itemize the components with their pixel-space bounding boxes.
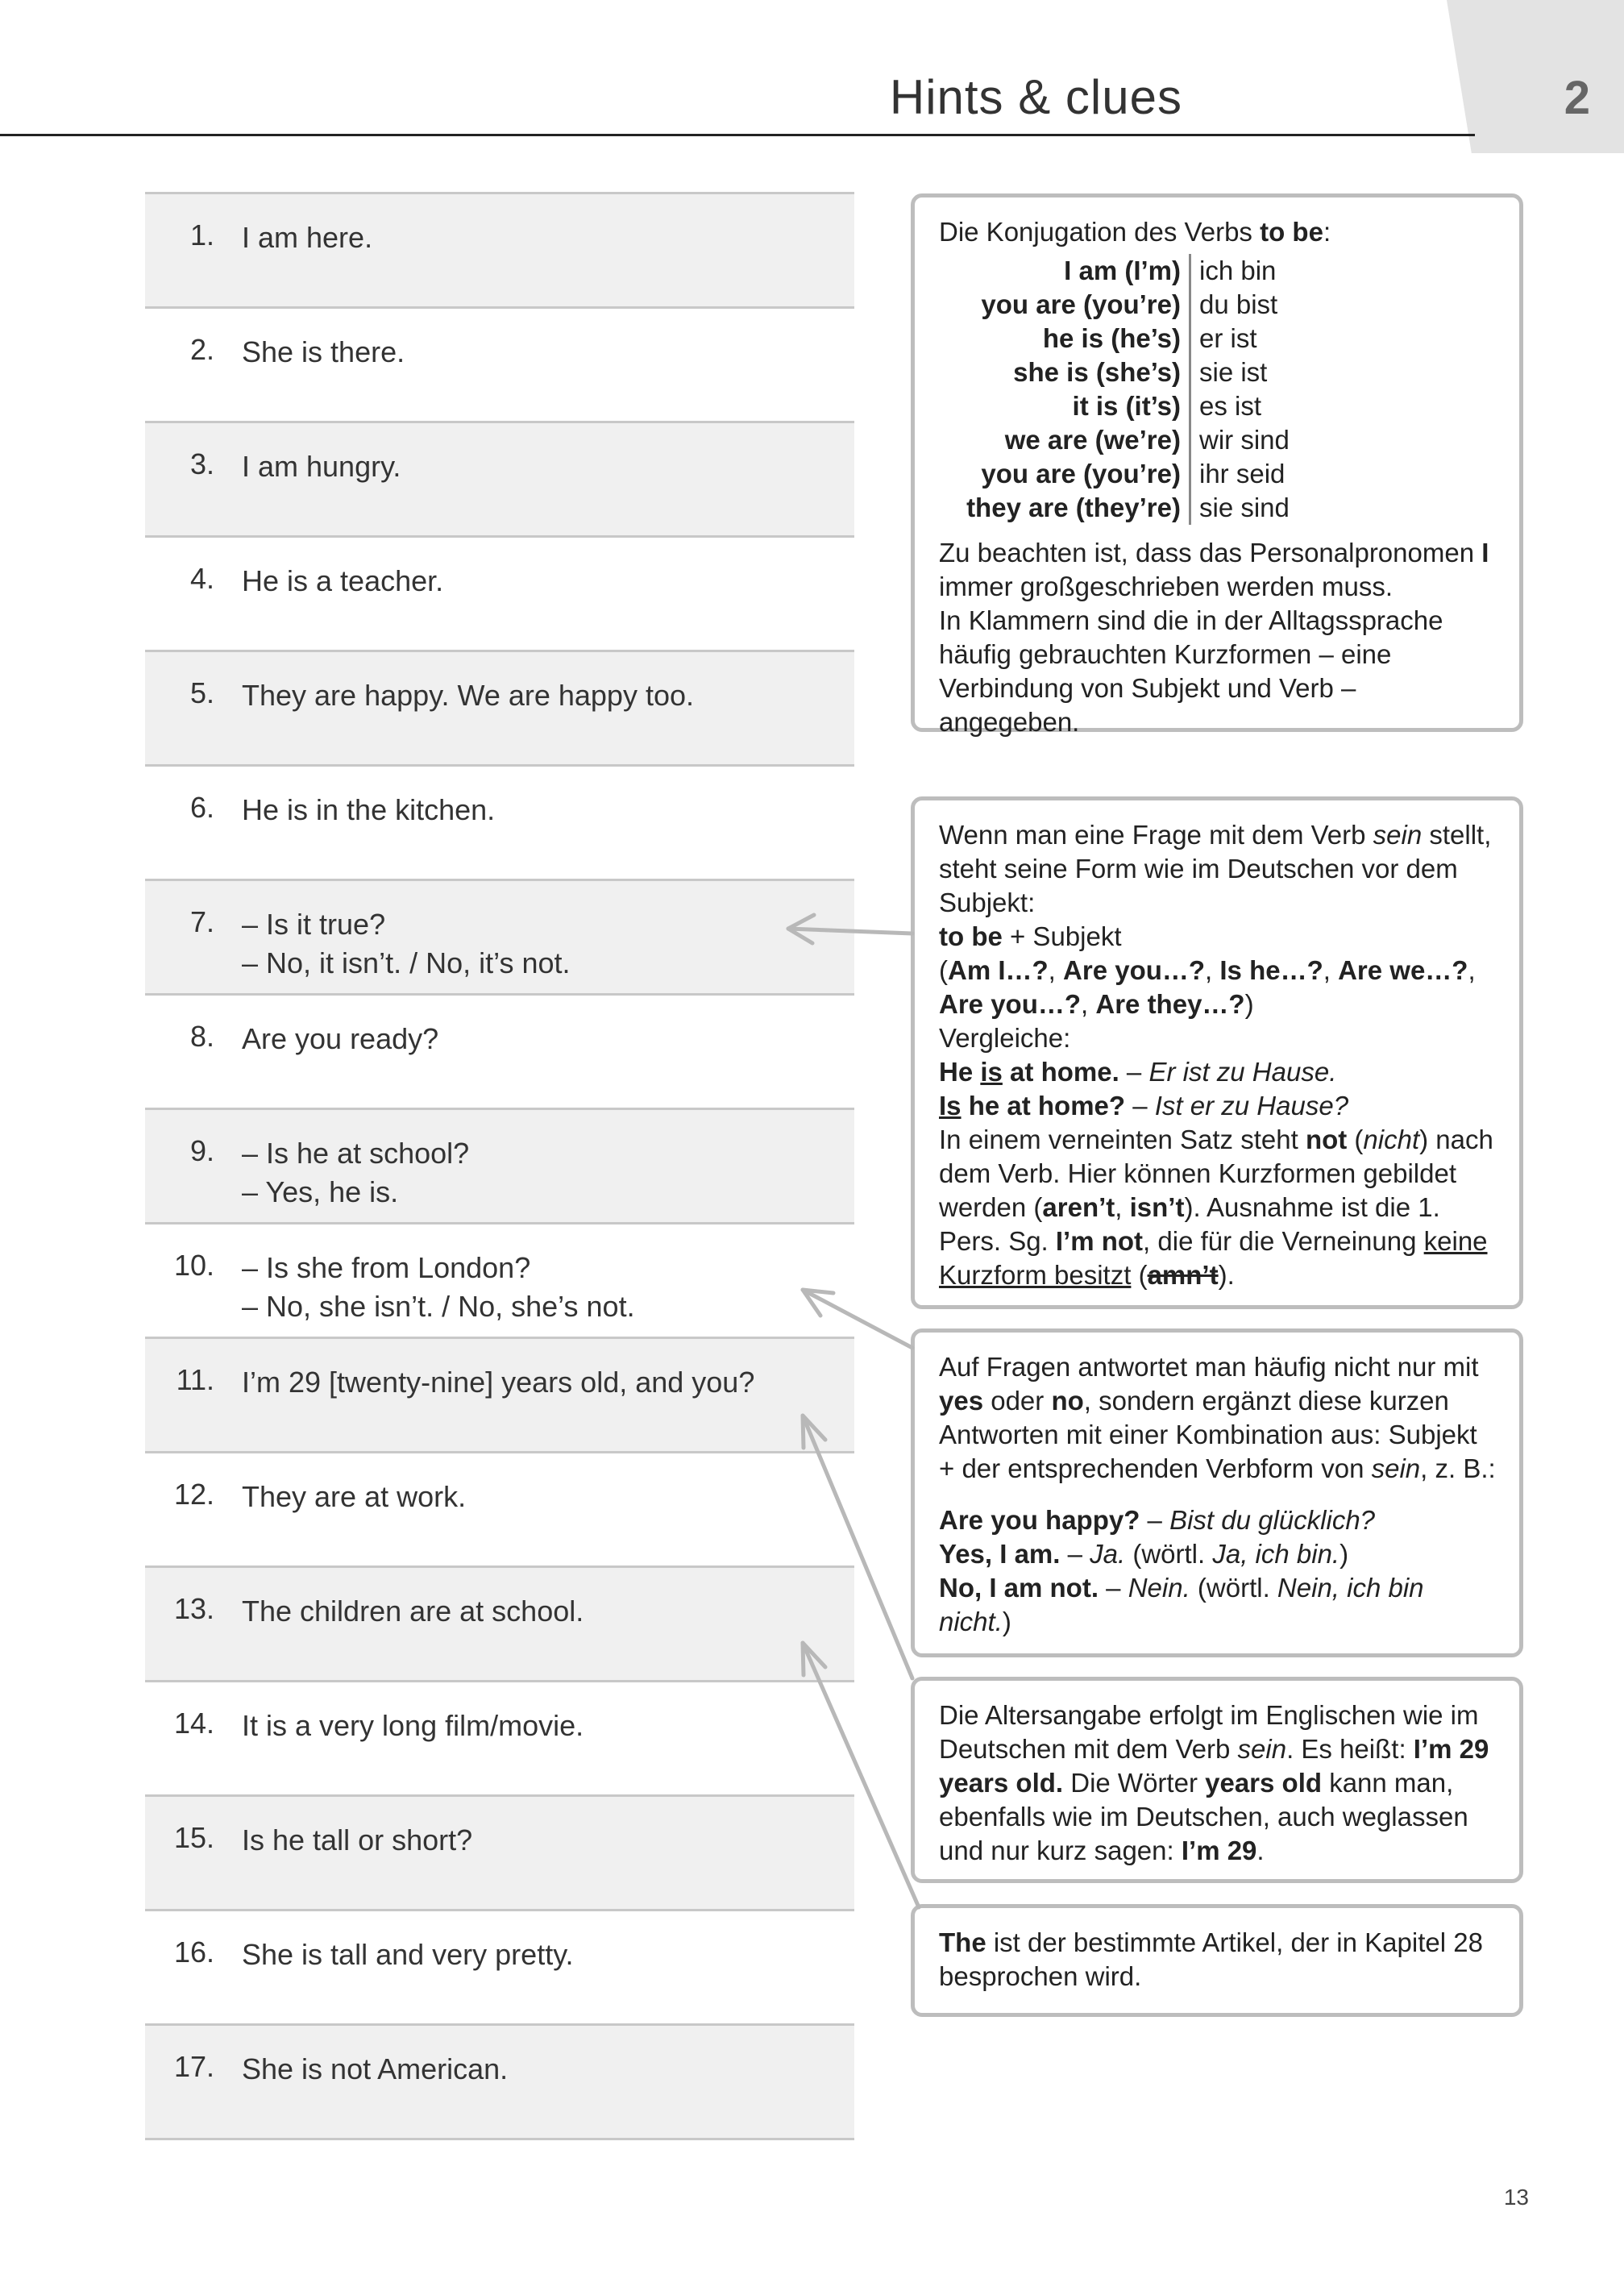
hint-text: – (1099, 1573, 1128, 1603)
hint-italic: Nein. (1128, 1573, 1190, 1603)
hint-text: , sondern ergänzt diese kurzen Antworten mit einer Kombination aus: Subjekt + der entsprechenden Verbform von (939, 1386, 1477, 1483)
item-number: 7. (189, 905, 214, 938)
conjugation-german: ich bin (1199, 256, 1277, 285)
conjugation-english: it is (it’s) (939, 389, 1191, 423)
hint-text: ( (1347, 1125, 1364, 1154)
hint-bold: years old (1205, 1768, 1323, 1798)
item-text: Is he tall or short? (242, 1823, 473, 1856)
item-number: 13. (173, 1592, 214, 1625)
item-text: I am hungry. (242, 450, 401, 483)
item-number: 4. (189, 562, 214, 595)
hint-bold: is (980, 1057, 1003, 1087)
hint-paragraph: Vergleiche: (939, 1023, 1071, 1053)
hint-text: ). Ausnahme ist die 1. Pers. Sg. (939, 1192, 1440, 1256)
item-number: 14. (173, 1707, 214, 1740)
hint-text: ). (1218, 1260, 1235, 1290)
hint-text: , (1323, 955, 1339, 985)
hint-bold: Am I…? (948, 955, 1049, 985)
hint-bold: at home. (1002, 1057, 1119, 1087)
item-text: She is not American. (242, 2052, 509, 2085)
item-number: 1. (189, 218, 214, 252)
hint-text: oder (983, 1386, 1052, 1416)
hint-bold: He (939, 1057, 981, 1087)
hint-italic: Nein, ich bin nicht. (939, 1573, 1424, 1636)
conjugation-english: she is (she’s) (939, 356, 1191, 389)
item-text: She is there. (242, 335, 405, 368)
item-number: 6. (189, 791, 214, 824)
hint-bold: no (1051, 1386, 1084, 1416)
hint-bold: No, I am not. (939, 1573, 1099, 1603)
hint-text: Zu beachten ist, dass das Personalpronomen (939, 538, 1482, 568)
hint-bold: not (1305, 1125, 1348, 1154)
item-text: She is tall and very pretty. (242, 1938, 574, 1971)
hint-text: ist der bestimmte Artikel, der in Kapitel 28 besprochen wird. (939, 1927, 1483, 1991)
hint-italic: sein (1371, 1453, 1421, 1483)
hint-bold: I’m 29 (1181, 1836, 1257, 1865)
hint-text: , (1081, 989, 1096, 1019)
hint-text: (wörtl. (1125, 1539, 1213, 1569)
hint-text: . (1256, 1836, 1265, 1865)
hint-bold: Are you happy? (939, 1505, 1140, 1535)
hint-bold: I’m not (1055, 1226, 1144, 1256)
hint-text: – (1125, 1091, 1155, 1121)
hint-text: : (1323, 217, 1331, 247)
hint-text: In einem verneinten Satz steht (939, 1125, 1306, 1154)
hint-bold: aren’t (1042, 1192, 1115, 1222)
hint-italic: Ist er zu Hause? (1154, 1091, 1349, 1121)
item-number: 8. (189, 1020, 214, 1053)
hint-italic: Bist du glücklich? (1169, 1505, 1376, 1535)
hint-bold: The (939, 1927, 986, 1957)
hint-text: , (1048, 955, 1064, 985)
hint-bold: Are they…? (1095, 989, 1245, 1019)
hint-bold: I’m 29 years old. (939, 1734, 1489, 1798)
conjugation-english: you are (you’re) (939, 457, 1191, 491)
item-text: I am here. (242, 221, 373, 254)
conjugation-german: du bist (1199, 289, 1278, 319)
hint-italic: nicht (1363, 1125, 1420, 1154)
item-number: 9. (189, 1134, 214, 1167)
hint-text: – (1140, 1505, 1170, 1535)
arrow-box4-to-item11 (803, 1416, 912, 1678)
hint-text: ) (1339, 1539, 1349, 1569)
item-number: 10. (173, 1249, 214, 1282)
item-line: – Is it true? (242, 908, 386, 941)
hint-text: – (1060, 1539, 1090, 1569)
chapter-number: 2 (1564, 72, 1590, 124)
hint-bold: to be (1260, 217, 1323, 247)
hint-text: stellt, steht seine Form wie im Deutschen vor dem Subjekt: (939, 820, 1492, 917)
hint-text: – (1119, 1057, 1149, 1087)
page-number: 13 (1503, 2185, 1529, 2210)
item-line: – Is she from London? (242, 1251, 531, 1284)
hint-italic: Ja, ich bin. (1212, 1539, 1340, 1569)
conjugation-english: I am (I’m) (939, 254, 1191, 288)
hint-bold: isn’t (1129, 1192, 1185, 1222)
item-line: – Is he at school? (242, 1137, 470, 1170)
item-text: It is a very long film/movie. (242, 1709, 584, 1742)
hint-underline: keine Kurzform besitzt (939, 1226, 1488, 1290)
hint-text: , z. B.: (1420, 1453, 1496, 1483)
conjugation-german: wir sind (1199, 425, 1290, 455)
hint-text: In Klammern sind die in der Alltagssprache häufig gebrauchten Kurzformen – eine Verbindung von Subjekt und Verb – angegeben. (939, 605, 1443, 737)
hint-bold: Is (939, 1091, 962, 1121)
hint-bold: to be (939, 921, 1003, 951)
item-line: – No, it isn’t. / No, it’s not. (242, 946, 571, 979)
hint-text: ) (1002, 1607, 1011, 1636)
hint-text: Die Wörter (1063, 1768, 1206, 1798)
item-text: He is a teacher. (242, 564, 444, 597)
item-number: 11. (176, 1363, 214, 1396)
hint-text: (wörtl. (1190, 1573, 1277, 1603)
item-text: Are you ready? (242, 1022, 439, 1055)
item-text: The children are at school. (242, 1595, 584, 1628)
hint-strikethrough: amn’t (1147, 1260, 1219, 1290)
hint-text: ) (1244, 989, 1254, 1019)
hint-text: , (1115, 1192, 1130, 1222)
hint-italic: sein (1373, 820, 1423, 850)
hint-text: Die Altersangabe erfolgt im Englischen wie im Deutschen mit dem Verb (939, 1700, 1479, 1764)
item-line: – Yes, he is. (242, 1175, 399, 1208)
item-line: – No, she isn’t. / No, she’s not. (242, 1290, 635, 1323)
hint-italic: Er ist zu Hause. (1148, 1057, 1337, 1087)
item-text: He is in the kitchen. (242, 793, 496, 826)
conjugation-german: es ist (1199, 391, 1262, 421)
item-number: 17. (173, 2050, 214, 2083)
item-number: 15. (173, 1821, 214, 1854)
hint-text: + Subjekt (1002, 921, 1122, 951)
conjugation-english: you are (you’re) (939, 288, 1191, 322)
hint-italic: Ja. (1090, 1539, 1126, 1569)
hint-text: ) nach dem Verb. Hier können Kurzformen gebildet werden ( (939, 1125, 1493, 1222)
arrow-box2-to-item7 (788, 915, 912, 943)
item-text: They are happy. We are happy too. (242, 679, 695, 712)
hint-bold: Are we…? (1338, 955, 1468, 985)
conjugation-german: ihr seid (1199, 459, 1285, 489)
hint-text: , die für die Verneinung (1143, 1226, 1424, 1256)
conjugation-english: we are (we’re) (939, 423, 1191, 457)
arrow-box3-to-item10 (803, 1290, 912, 1348)
conjugation-german: sie ist (1199, 357, 1268, 387)
hint-text: , (1468, 955, 1476, 985)
hint-text: ( (939, 955, 948, 985)
conjugation-english: he is (he’s) (939, 322, 1191, 356)
page-title: Hints & clues (889, 70, 1182, 124)
conjugation-german: sie sind (1199, 493, 1290, 522)
hint-text: Wenn man eine Frage mit dem Verb (939, 820, 1373, 850)
hint-text: . Es heißt: (1286, 1734, 1414, 1764)
hint-text: immer großgeschrieben werden muss. (939, 572, 1393, 601)
hint-bold: Are you…? (1063, 955, 1206, 985)
hint-text: kann man, ebenfalls wie im Deutschen, auch weglassen und nur kurz sagen: (939, 1768, 1468, 1865)
hint-text: ( (1131, 1260, 1148, 1290)
item-number: 16. (173, 1936, 214, 1969)
hint-bold: yes (939, 1386, 984, 1416)
item-text: They are at work. (242, 1480, 467, 1513)
item-number: 3. (189, 447, 214, 480)
hint-bold: Are you…? (939, 989, 1082, 1019)
item-text: I’m 29 [twenty-nine] years old, and you? (242, 1366, 755, 1399)
item-number: 5. (189, 676, 214, 709)
arrow-box5-to-item13 (803, 1643, 919, 1907)
hint-bold: I (1481, 538, 1489, 568)
hint-text: , (1205, 955, 1220, 985)
hint-bold: Yes, I am. (939, 1539, 1061, 1569)
item-number: 12. (173, 1478, 214, 1511)
hint-italic: sein (1237, 1734, 1287, 1764)
hint-bold: Is he…? (1219, 955, 1323, 985)
hint-bold: he at home? (961, 1091, 1126, 1121)
hint-text: Auf Fragen antwortet man häufig nicht nur mit (939, 1352, 1479, 1382)
hint-text: Die Konjugation des Verbs (939, 217, 1261, 247)
conjugation-english: they are (they’re) (939, 491, 1191, 525)
conjugation-german: er ist (1199, 323, 1257, 353)
item-number: 2. (189, 333, 214, 366)
